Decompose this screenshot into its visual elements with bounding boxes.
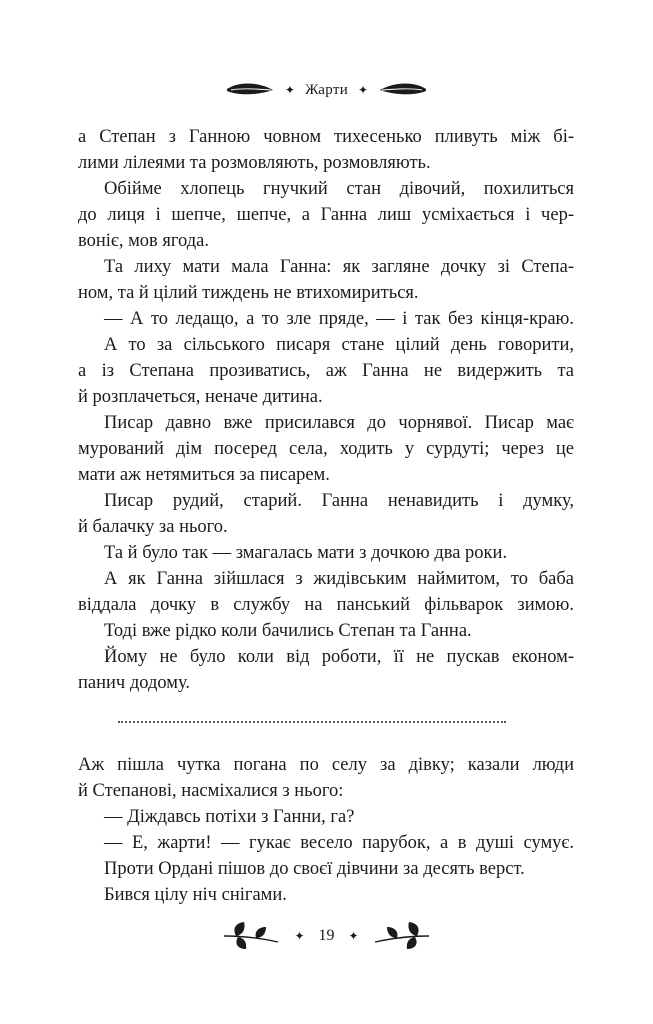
text-line: а Степан з Ганною човном тихесенько пливуть між бі- bbox=[78, 127, 574, 147]
text-line: Обійме хлопець гнучкий стан дівочий, похилиться bbox=[104, 179, 574, 199]
text-line: Та лиху мати мала Ганна: як загляне дочку зі Степа- bbox=[104, 257, 574, 277]
text-line: — Е, жарти! — гукає весело парубок, а в душі сумує. bbox=[104, 833, 574, 853]
star-ornament-icon: ✦ bbox=[358, 83, 369, 97]
page-footer bbox=[0, 916, 653, 956]
star-ornament-icon: ✦ bbox=[284, 83, 295, 97]
text-line: Йому не було коли від роботи, її не пускав економ- bbox=[104, 647, 574, 667]
text-line: Аж пішла чутка погана по селу за дівку; казали люди bbox=[78, 755, 574, 775]
text-line: А то за сільського писаря стане цілий день говорити, bbox=[104, 335, 574, 355]
right-leaf-flourish-icon bbox=[378, 82, 428, 98]
running-header-title: Жарти bbox=[304, 81, 349, 98]
text-line: Бився цілу ніч снігами. bbox=[104, 885, 287, 905]
text-line: панич додому. bbox=[78, 673, 191, 693]
star-ornament-icon: ✦ bbox=[294, 929, 305, 943]
text-line: А як Ганна зійшлася з жидівським наймитом, то баба bbox=[104, 569, 574, 589]
text-line: Писар давно вже присилався до чорнявої. Писар має bbox=[104, 413, 574, 433]
section-divider-dots bbox=[118, 709, 506, 723]
left-leaf-branch-icon bbox=[222, 922, 280, 950]
text-line: мати аж нетямиться за писарем. bbox=[78, 465, 330, 485]
text-line: й балачку за нього. bbox=[78, 517, 228, 537]
text-line: Та й було так — змагалась мати з дочкою два роки. bbox=[104, 543, 508, 563]
text-line: й розплачеться, неначе дитина. bbox=[78, 387, 323, 407]
running-header bbox=[0, 76, 653, 104]
text-line: Проти Ордані пішов до своєї дівчини за десять верст. bbox=[104, 859, 525, 879]
text-line: — Діждавсь потіхи з Ганни, га? bbox=[104, 807, 355, 827]
body-text-section-2 bbox=[78, 752, 574, 908]
text-line: а із Степана прозиватись, аж Ганна не видержить та bbox=[78, 361, 574, 381]
right-leaf-branch-icon bbox=[373, 922, 431, 950]
text-line: Тоді вже рідко коли бачились Степан та Ганна. bbox=[104, 621, 472, 641]
left-leaf-flourish-icon bbox=[225, 82, 275, 98]
text-line: лими лілеями та розмовляють, розмовляють. bbox=[78, 153, 431, 173]
star-ornament-icon: ✦ bbox=[348, 929, 359, 943]
text-line: до лиця і шепче, шепче, а Ганна лиш усміхається і чер- bbox=[78, 205, 574, 225]
text-line: — А то ледащо, а то зле пряде, — і так без кінця-краю. bbox=[104, 309, 574, 329]
text-line: й Степанові, насміхалися з нього: bbox=[78, 781, 344, 801]
text-line: ном, та й цілий тиждень не втихомириться. bbox=[78, 283, 419, 303]
text-line: віддала дочку в службу на панський фільварок зимою. bbox=[78, 595, 574, 615]
page-number: 19 bbox=[318, 927, 335, 944]
body-text-section-1 bbox=[78, 124, 574, 696]
text-line: мурований дім посеред села, ходить у сурдуті; через це bbox=[78, 439, 574, 459]
text-line: Писар рудий, старий. Ганна ненавидить і думку, bbox=[104, 491, 574, 511]
text-line: воніє, мов ягода. bbox=[78, 231, 210, 251]
